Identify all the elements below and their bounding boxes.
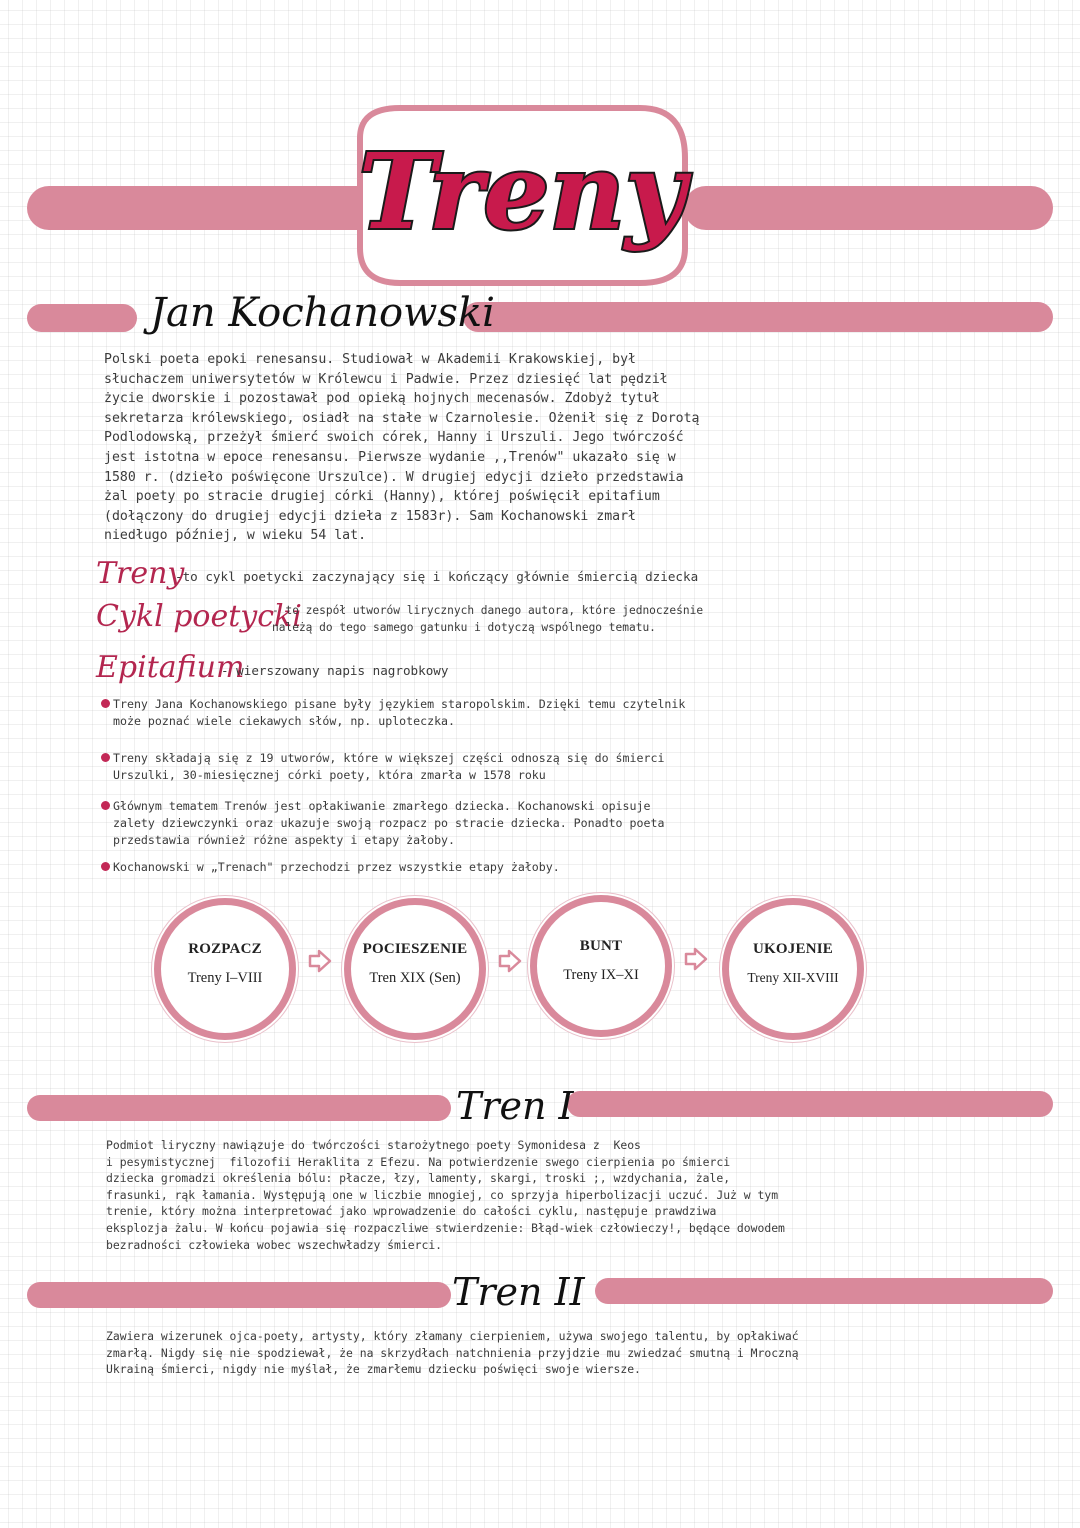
bullet-item-3: Głównym tematem Trenów jest opłakiwanie zmarłego dziecka. Kochanowski opisuje zalety dziewczynki oraz ukazuje swoją rozpacz po stracie dziecka. Ponadto poeta przedstawia również różne aspekty i etapy żałoby. (113, 799, 665, 847)
bullet-dot-4 (101, 862, 110, 871)
stage-circle-bunt (530, 895, 672, 1037)
stage-circle-rozpacz (154, 898, 296, 1040)
tren1-band-right (567, 1091, 1053, 1117)
bullet-dot-2 (101, 753, 110, 762)
definition-text-epitafium: - wierszowany napis nagrobkowy (221, 663, 449, 678)
definition-text-treny: -to cykl poetycki zaczynający się i kończący głównie śmiercią dziecka (175, 569, 699, 584)
arrow-right-icon (497, 948, 523, 974)
bullet-dot-3 (101, 801, 110, 810)
stage-name: ROZPACZ (188, 941, 262, 957)
stage-range: Treny XII-XVIII (747, 970, 839, 985)
tren2-band-left (27, 1282, 451, 1308)
stage-range: Tren XIX (Sen) (369, 970, 461, 986)
stage-name: UKOJENIE (753, 941, 833, 957)
title-band-right (684, 186, 1053, 230)
arrow-right-icon (307, 948, 333, 974)
tren1-band-left (27, 1095, 451, 1121)
definition-term-treny: Treny (96, 556, 185, 591)
definition-term-cykl: Cykl poetycki (96, 599, 302, 634)
bullet-item-4: Kochanowski w „Trenach" przechodzi przez wszystkie etapy żałoby. (113, 860, 560, 874)
definition-text-cykl: - to zespół utworów lirycznych danego autora, które jednocześnie należą do tego samego gatunku i dotyczą wspólnego tematu. (272, 604, 704, 634)
stage-circle-ukojenie (722, 898, 864, 1040)
title-sticker (340, 98, 700, 298)
stage-circle-pocieszenie (344, 898, 486, 1040)
bullet-item-1: Treny Jana Kochanowskiego pisane były językiem staropolskim. Dzięki temu czytelnik może poznać wiele ciekawych słów, np. uploteczka. (113, 697, 686, 728)
definition-term-epitafium: Epitafium (96, 650, 245, 685)
bullet-dot-1 (101, 699, 110, 708)
arrow-right-icon (683, 946, 709, 972)
stage-range: Treny I–VIII (187, 970, 263, 986)
title-band-left (27, 186, 389, 230)
tren2-text: Zawiera wizerunek ojca-poety, artysty, który złamany cierpieniem, używa swojego talentu, by opłakiwać zmarłą. Nigdy się nie spodziewał, że na skrzydłach natchnienia przyjdzie mu zwiedzać smutną i Mroczną Ukrainą śmierci, nigdy nie myślał, że zmarłemu dziecku poświęci swoje wiersze. (106, 1329, 799, 1377)
tren2-band-right (595, 1278, 1053, 1304)
tren2-heading: Tren II (452, 1270, 585, 1314)
stage-name: POCIESZENIE (362, 941, 468, 957)
author-band-left (27, 304, 137, 332)
author-heading: Jan Kochanowski (150, 290, 495, 336)
tren1-heading: Tren I (456, 1084, 574, 1128)
author-bio: Polski poeta epoki renesansu. Studiował w Akademii Krakowskiej, był słuchaczem uniwersytetów w Królewcu i Padwie. Przez dziesięć lat pędził życie dworskie i pozostawał pod opieką hojnych mecenasów. Zdobyż tytuł sekretarza królewskiego, osiadł na stałe w Czarnolesie. Ożenił się z Dorotą Podlodowską, przeżył śmierć swoich córek, Hanny i Urszuli. Jego twórczość jest istotna w epoce renesansu. Pierwsze wydanie ,,Trenów" ukazało się w 1580 r. (dzieło poświęcone Urszulce). W drugiej edycji dzieło przedstawia żal poety po stracie drugiej córki (Hanny), której poświęcił epitafium (dołączony do drugiej edycji dzieła z 1583r). Sam Kochanowski zmarł niedługo później, w wieku 54 lat. (104, 352, 700, 544)
page-title: Treny (358, 130, 686, 253)
bullet-item-2: Treny składają się z 19 utworów, które w większej części odnoszą się do śmierci Urszulki, 30-miesięcznej córki poety, która zmarła w 1578 roku (113, 751, 665, 782)
tren1-text: Podmiot liryczny nawiązuje do twórczości starożytnego poety Symonidesa z Keos i pesymistycznej filozofii Heraklita z Efezu. Na potwierdzenie swego cierpienia po śmierci dziecka gromadzi określenia bólu: płacze, łzy, lamenty, skargi, troski ;, wzdychania, żale, frasunki, rąk łamania. Występują one w liczbie mnogiej, co sprzyja hiperbolizacji uczuć. Już w tym trenie, który można interpretować jako wprowadzenie do całości cyklu, następuje prawdziwa eksplozja żalu. W końcu pojawia się rozpaczliwe stwierdzenie: Błąd-wiek człowieczy!, będące dowodem bezradności człowieka wobec wszechwładzy śmierci. (106, 1138, 785, 1252)
stage-name: BUNT (579, 938, 623, 954)
author-band-right (463, 302, 1053, 332)
stage-range: Treny IX–XI (563, 967, 639, 983)
